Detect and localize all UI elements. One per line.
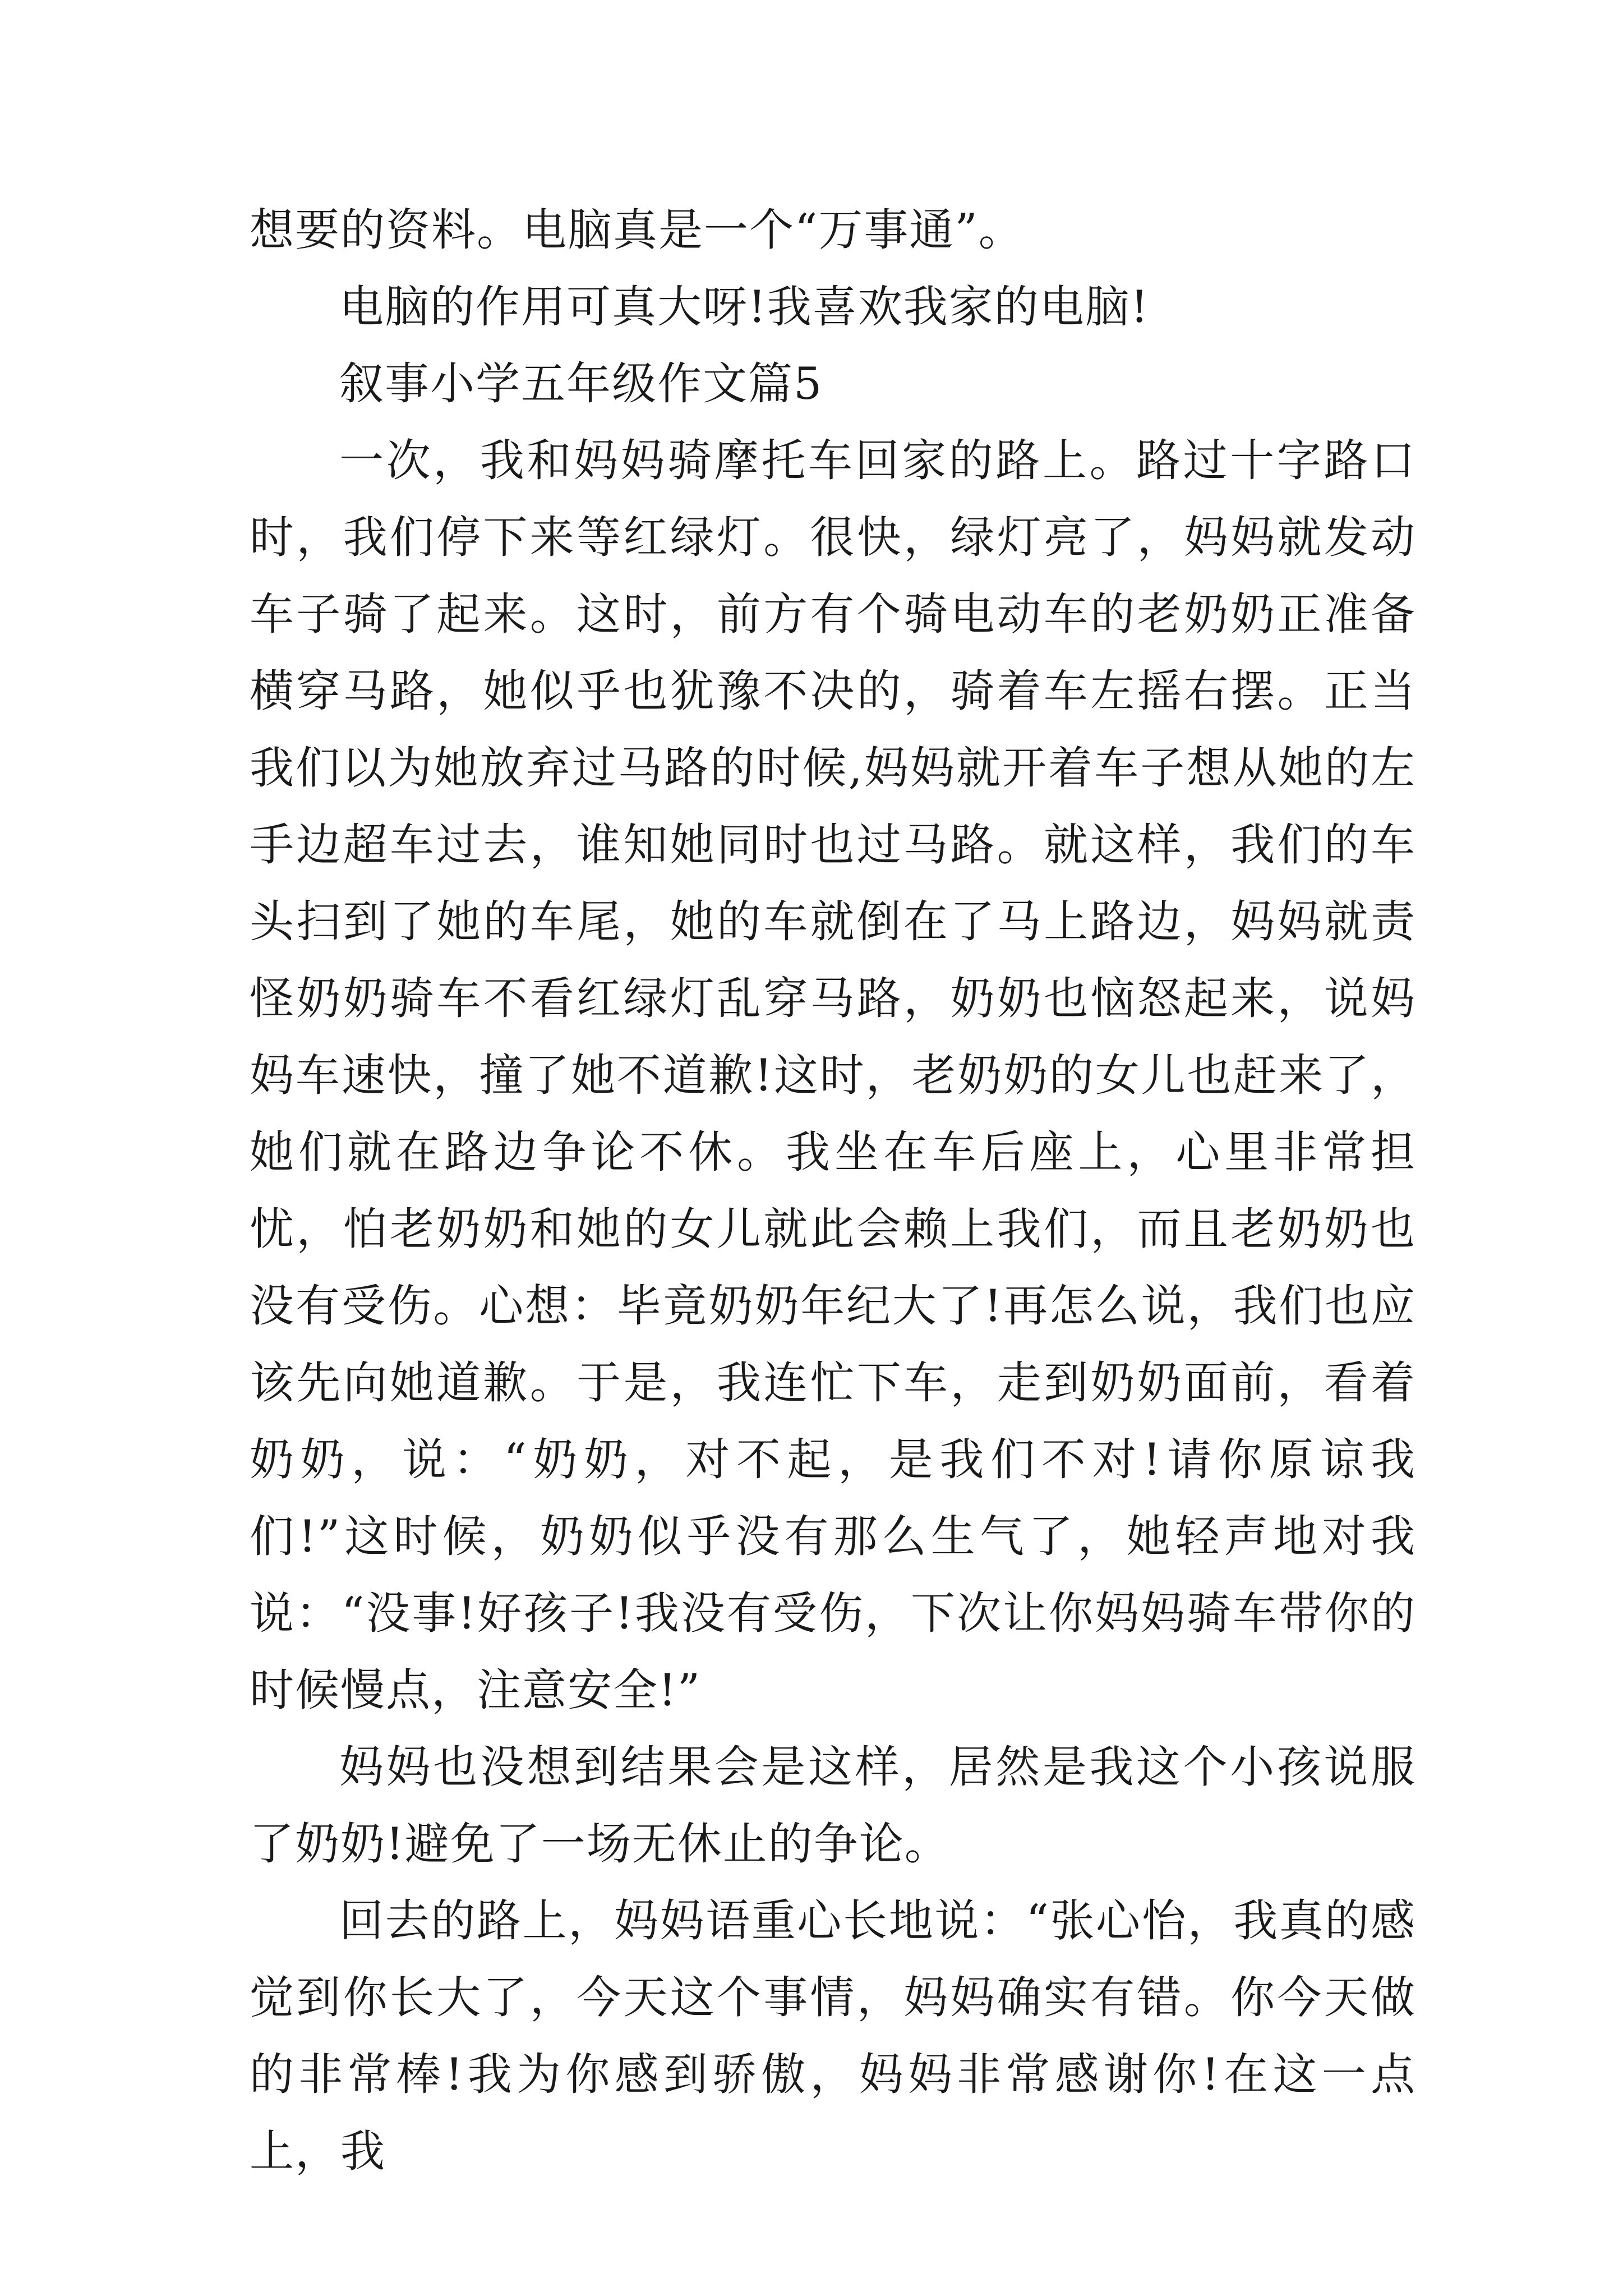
body-text [250,192,1416,2190]
paragraph: 回去的路上，妈妈语重心长地说：“张心怡，我真的感觉到你长大了，今天这个事情，妈妈确实有错。你今天做的非常棒!我为你感到骄傲，妈妈非常感谢你!在这一点上，我 [250,1895,1416,2177]
paragraph: 电脑的作用可真大呀!我喜欢我家的电脑! [339,281,1150,333]
paragraph: 一次，我和妈妈骑摩托车回家的路上。路过十字路口时，我们停下来等红绿灯。很快，绿灯亮了，妈妈就发动车子骑了起来。这时，前方有个骑电动车的老奶奶正准备横穿马路，她似乎也犹豫不决的，骑着车左摇右摆。正当我们以为她放弃过马路的时候,妈妈就开着车子想从她的左手边超车过去，谁知她同时也过马路。就这样，我们的车头扫到了她的车尾，她的车就倒在了马上路边，妈妈就责怪奶奶骑车不看红绿灯乱穿马路，奶奶也恼怒起来，说妈妈车速快，撞了她不道歉!这时，老奶奶的女儿也赶来了，她们就在路边争论不休。我坐在车后座上，心里非常担忧，怕老奶奶和她的女儿就此会赖上我们，而且老奶奶也没有受伤。心想：毕竟奶奶年纪大了!再怎么说，我们也应该先向她道歉。于是，我连忙下车，走到奶奶面前，看着奶奶，说：“奶奶，对不起，是我们不对!请你原谅我们!”这时候，奶奶似乎没有那么生气了，她轻声地对我说：“没事!好孩子!我没有受伤，下次让你妈妈骑车带你的时候慢点，注意安全!” [250,435,1416,1716]
section-heading: 叙事小学五年级作文篇5 [339,358,823,409]
paragraph-continuation: 想要的资料。电脑真是一个“万事通”。 [250,204,1024,256]
paragraph: 妈妈也没想到结果会是这样，居然是我这个小孩说服了奶奶!避免了一场无休止的争论。 [250,1741,1416,1870]
